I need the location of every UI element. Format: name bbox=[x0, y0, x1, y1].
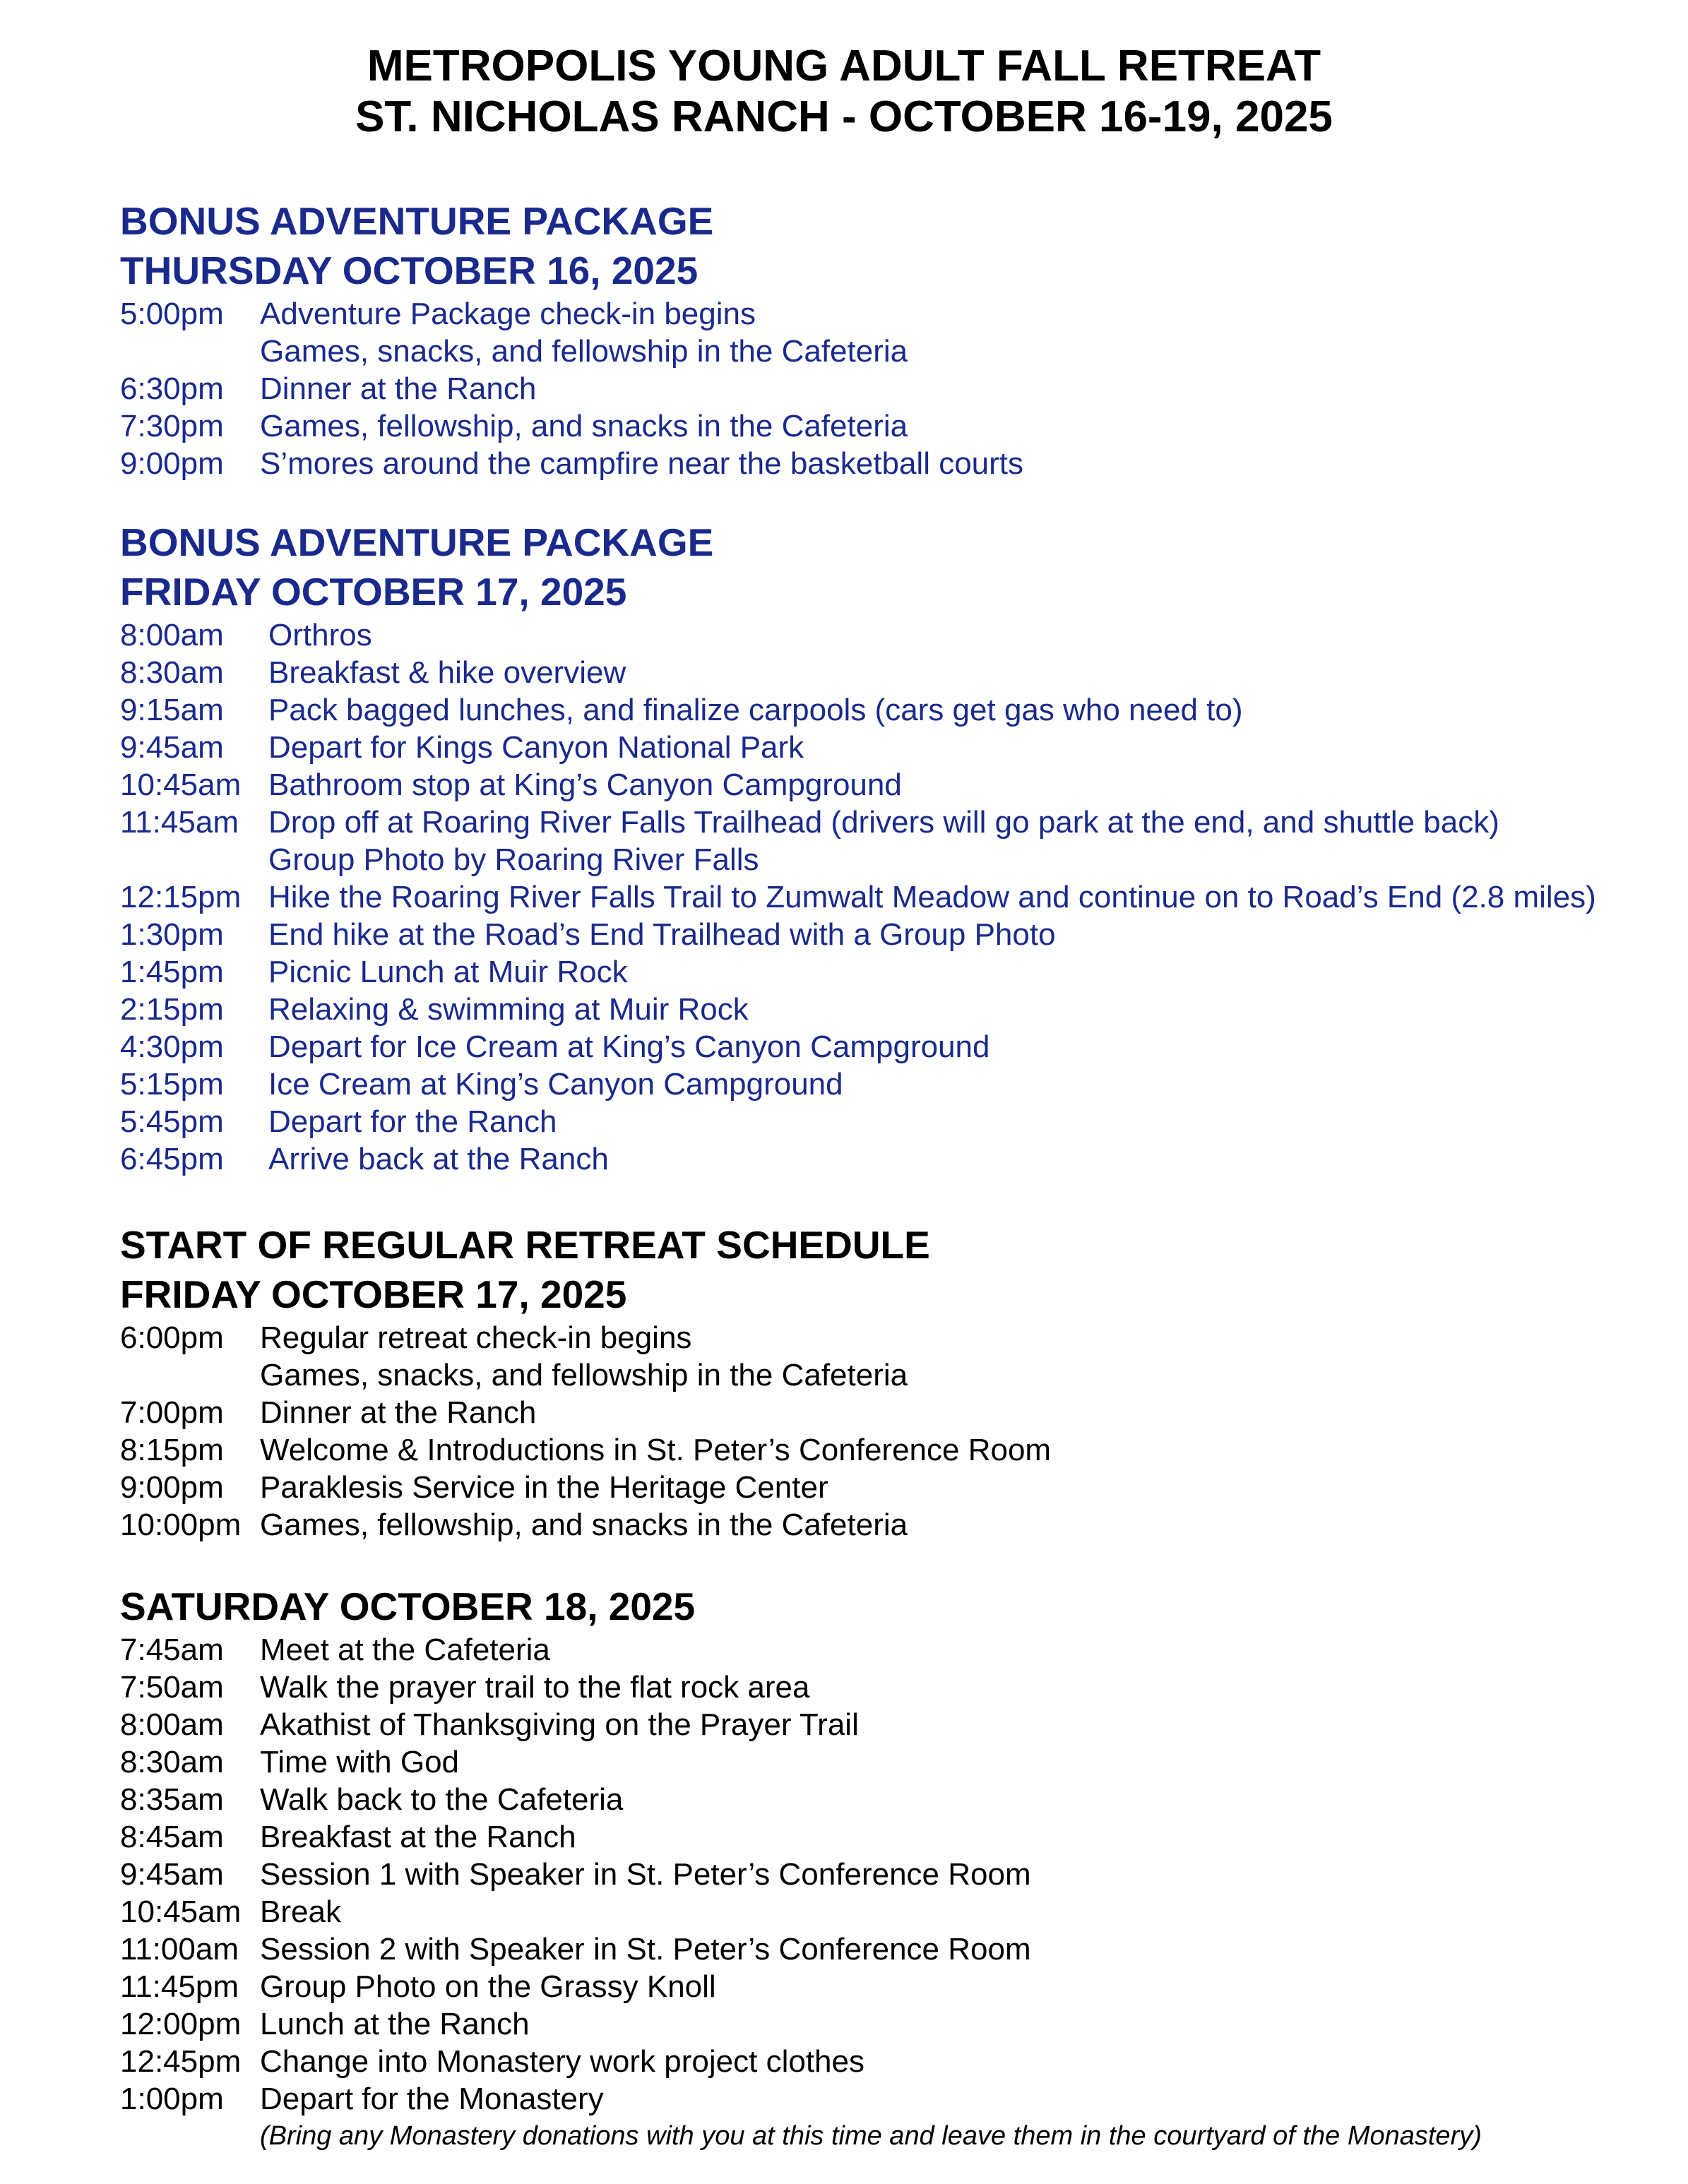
row-description: Picnic Lunch at Muir Rock bbox=[268, 955, 628, 989]
schedule-row bbox=[120, 2043, 1674, 2080]
section-date: FRIDAY OCTOBER 17, 2025 bbox=[120, 1272, 627, 1316]
row-description: Breakfast at the Ranch bbox=[260, 1820, 576, 1854]
schedule-row bbox=[120, 878, 1674, 916]
row-description: Walk back to the Cafeteria bbox=[260, 1782, 624, 1817]
schedule-row bbox=[120, 616, 1674, 654]
row-description: Session 1 with Speaker in St. Peter’s Conference Room bbox=[260, 1857, 1031, 1892]
schedule-row bbox=[120, 2080, 1674, 2118]
row-description: Drop off at Roaring River Falls Trailhead (drivers will go park at the end, and shuttle back) bbox=[268, 805, 1499, 840]
row-description: Pack bagged lunches, and finalize carpools (cars get gas who need to) bbox=[268, 693, 1243, 727]
row-time: 9:00pm bbox=[120, 1470, 224, 1505]
row-time: 2:15pm bbox=[120, 992, 224, 1027]
section-date: FRIDAY OCTOBER 17, 2025 bbox=[120, 570, 627, 614]
row-description: Arrive back at the Ranch bbox=[268, 1142, 609, 1176]
schedule-row bbox=[120, 1469, 1674, 1506]
schedule-row bbox=[120, 1856, 1674, 1893]
row-description: Break bbox=[260, 1894, 341, 1929]
row-description: Bathroom stop at King’s Canyon Campground bbox=[268, 768, 902, 802]
row-time: 9:15am bbox=[120, 693, 224, 727]
row-time: 6:30pm bbox=[120, 371, 224, 406]
schedule-row bbox=[120, 2005, 1674, 2043]
row-description: Ice Cream at King’s Canyon Campground bbox=[268, 1067, 843, 1102]
schedule-row bbox=[120, 1103, 1674, 1140]
schedule-row bbox=[120, 1818, 1674, 1856]
row-continuation: Games, snacks, and fellowship in the Cafeteria bbox=[260, 1358, 908, 1392]
row-time: 9:00pm bbox=[120, 446, 224, 481]
row-time: 8:15pm bbox=[120, 1433, 224, 1467]
schedule-row bbox=[120, 1066, 1674, 1103]
row-description: Time with God bbox=[260, 1745, 460, 1779]
row-time: 5:00pm bbox=[120, 297, 224, 331]
schedule-row bbox=[120, 766, 1674, 804]
section-heading: BONUS ADVENTURE PACKAGE bbox=[120, 199, 714, 243]
row-description: Lunch at the Ranch bbox=[260, 2007, 530, 2041]
row-description: Akathist of Thanksgiving on the Prayer Trail bbox=[260, 1707, 859, 1742]
document-title bbox=[0, 41, 1688, 143]
row-time: 8:00am bbox=[120, 618, 224, 652]
row-description: Regular retreat check-in begins bbox=[260, 1320, 692, 1355]
row-description: Paraklesis Service in the Heritage Center bbox=[260, 1470, 828, 1505]
schedule-row bbox=[120, 1968, 1674, 2005]
row-time: 7:50am bbox=[120, 1670, 224, 1705]
row-description: End hike at the Road’s End Trailhead with a Group Photo bbox=[268, 917, 1056, 952]
row-description: Welcome & Introductions in St. Peter’s Conference Room bbox=[260, 1433, 1052, 1467]
row-time: 7:00pm bbox=[120, 1395, 224, 1430]
row-description: Dinner at the Ranch bbox=[260, 371, 537, 406]
row-time: 12:45pm bbox=[120, 2044, 242, 2079]
section-heading: START OF REGULAR RETREAT SCHEDULE bbox=[120, 1223, 930, 1267]
row-time: 9:45am bbox=[120, 730, 224, 765]
row-description: Depart for the Monastery bbox=[260, 2082, 604, 2116]
schedule-row bbox=[120, 445, 1674, 482]
row-time: 1:00pm bbox=[120, 2082, 224, 2116]
row-time: 10:45am bbox=[120, 768, 242, 802]
section-heading: BONUS ADVENTURE PACKAGE bbox=[120, 520, 714, 564]
schedule-row bbox=[120, 1893, 1674, 1931]
title-line-2: ST. NICHOLAS RANCH - OCTOBER 16-19, 2025 bbox=[355, 93, 1333, 141]
schedule-row bbox=[120, 1631, 1674, 1669]
schedule-row bbox=[120, 991, 1674, 1028]
row-time: 9:45am bbox=[120, 1857, 224, 1892]
row-time: 6:00pm bbox=[120, 1320, 224, 1355]
schedule-row bbox=[120, 1669, 1674, 1706]
schedule-row bbox=[120, 1028, 1674, 1066]
row-description: Session 2 with Speaker in St. Peter’s Conference Room bbox=[260, 1932, 1031, 1967]
row-time: 8:35am bbox=[120, 1782, 224, 1817]
schedule-row bbox=[120, 916, 1674, 953]
row-time: 8:30am bbox=[120, 1745, 224, 1779]
schedule-row bbox=[120, 1394, 1674, 1431]
schedule-row bbox=[120, 729, 1674, 766]
row-time: 10:00pm bbox=[120, 1508, 242, 1542]
row-description: Change into Monastery work project clothes bbox=[260, 2044, 864, 2079]
row-description: Group Photo on the Grassy Knoll bbox=[260, 1969, 716, 2004]
schedule-row bbox=[120, 953, 1674, 991]
row-description: Hike the Roaring River Falls Trail to Zumwalt Meadow and continue on to Road’s End (2.8 miles) bbox=[268, 880, 1596, 914]
row-description: S’mores around the campfire near the basketball courts bbox=[260, 446, 1024, 481]
row-time: 5:15pm bbox=[120, 1067, 224, 1102]
row-time: 8:45am bbox=[120, 1820, 224, 1854]
schedule-row bbox=[120, 1781, 1674, 1818]
section-bonus-thursday bbox=[120, 196, 1674, 482]
row-time: 11:45pm bbox=[120, 1969, 239, 2004]
row-time: 11:00am bbox=[120, 1932, 239, 1967]
schedule-row bbox=[120, 804, 1674, 841]
row-time: 12:15pm bbox=[120, 880, 242, 914]
row-description: Depart for the Ranch bbox=[268, 1104, 557, 1139]
schedule-row bbox=[120, 1319, 1674, 1356]
schedule-row bbox=[120, 1140, 1674, 1178]
row-time: 6:45pm bbox=[120, 1142, 224, 1176]
donations-note: (Bring any Monastery donations with you at this time and leave them in the courtyard of the Monastery) bbox=[260, 2121, 1482, 2151]
schedule-row bbox=[120, 1743, 1674, 1781]
row-time: 10:45am bbox=[120, 1894, 242, 1929]
section-date: THURSDAY OCTOBER 16, 2025 bbox=[120, 249, 699, 292]
row-description: Games, fellowship, and snacks in the Cafeteria bbox=[260, 409, 908, 443]
schedule-row bbox=[120, 654, 1674, 691]
row-time: 1:45pm bbox=[120, 955, 224, 989]
row-description: Dinner at the Ranch bbox=[260, 1395, 537, 1430]
schedule-row bbox=[120, 1931, 1674, 1968]
row-time: 8:00am bbox=[120, 1707, 224, 1742]
row-time: 7:45am bbox=[120, 1633, 224, 1667]
schedule-row bbox=[120, 1431, 1674, 1469]
row-continuation: Games, snacks, and fellowship in the Cafeteria bbox=[260, 334, 908, 369]
row-description: Relaxing & swimming at Muir Rock bbox=[268, 992, 749, 1027]
section-regular-friday bbox=[120, 1220, 1674, 1544]
row-time: 1:30pm bbox=[120, 917, 224, 952]
title-line-1: METROPOLIS YOUNG ADULT FALL RETREAT bbox=[367, 42, 1321, 90]
row-description: Games, fellowship, and snacks in the Cafeteria bbox=[260, 1508, 908, 1542]
row-time: 12:00pm bbox=[120, 2007, 242, 2041]
row-description: Orthros bbox=[268, 618, 372, 652]
row-time: 4:30pm bbox=[120, 1030, 224, 1064]
row-description: Breakfast & hike overview bbox=[268, 655, 626, 690]
section-date: SATURDAY OCTOBER 18, 2025 bbox=[120, 1585, 696, 1628]
row-description: Depart for Ice Cream at King’s Canyon Campground bbox=[268, 1030, 990, 1064]
row-description: Depart for Kings Canyon National Park bbox=[268, 730, 804, 765]
schedule-row bbox=[120, 1506, 1674, 1544]
row-time: 5:45pm bbox=[120, 1104, 224, 1139]
schedule-row bbox=[120, 407, 1674, 445]
row-time: 11:45am bbox=[120, 805, 239, 840]
section-bonus-friday bbox=[120, 518, 1674, 1178]
row-time: 8:30am bbox=[120, 655, 224, 690]
row-description: Walk the prayer trail to the flat rock area bbox=[260, 1670, 810, 1705]
row-description: Adventure Package check-in begins bbox=[260, 297, 756, 331]
schedule-row bbox=[120, 1706, 1674, 1743]
row-time: 7:30pm bbox=[120, 409, 224, 443]
schedule-row bbox=[120, 691, 1674, 729]
schedule-row bbox=[120, 295, 1674, 333]
row-continuation: Group Photo by Roaring River Falls bbox=[268, 842, 759, 877]
schedule-row bbox=[120, 370, 1674, 407]
section-saturday bbox=[120, 1582, 1674, 2155]
row-description: Meet at the Cafeteria bbox=[260, 1633, 550, 1667]
